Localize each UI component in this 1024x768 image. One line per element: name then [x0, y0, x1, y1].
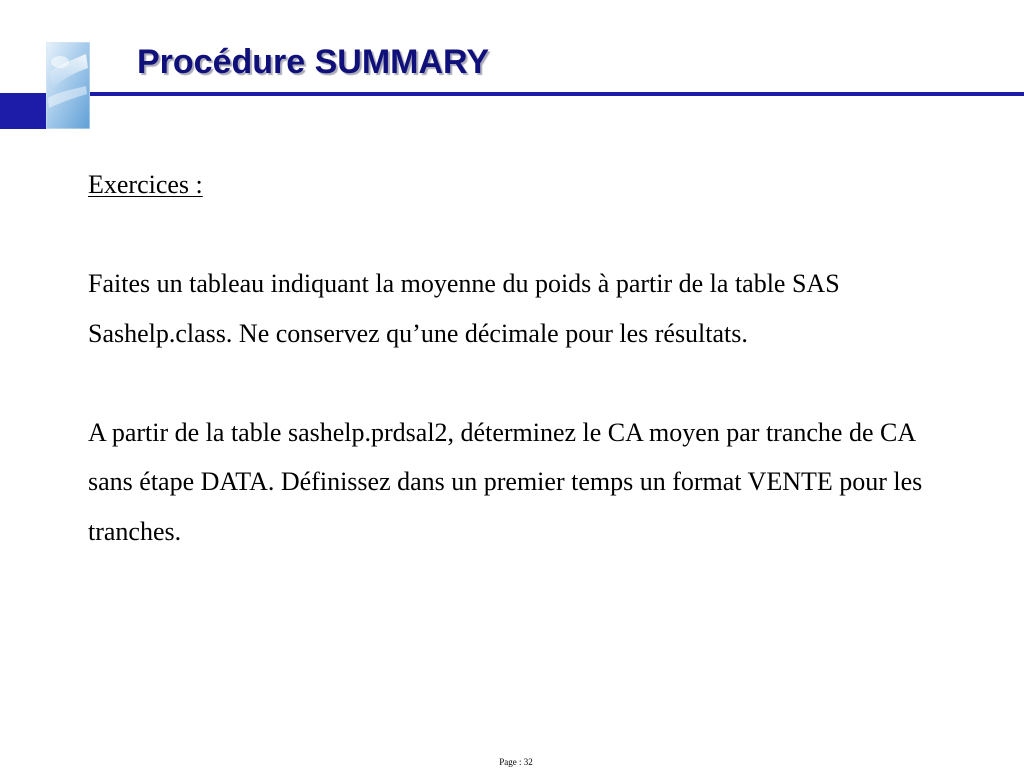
slide-title: Procédure SUMMARY [137, 43, 490, 81]
exercise-paragraph-2: A partir de la table sashelp.prdsal2, déterminez le CA moyen par tranche de CA sans étape DATA. Définissez dans un premier temps un format VENTE pour les tranches. [88, 417, 923, 546]
header-accent-block [0, 93, 46, 129]
spacer [88, 358, 948, 408]
exercise-paragraph-1: Faites un tableau indiquant la moyenne du poids à partir de la table SAS Sashelp.class. Ne conservez qu’une décimale pour les résultats. [88, 269, 840, 348]
exercises-heading: Exercices : [88, 170, 203, 199]
page-number: Page : 32 [499, 757, 533, 767]
header-decorative-image-icon [46, 42, 90, 129]
header-rule [90, 92, 1024, 96]
slide-body [88, 160, 948, 556]
spacer [88, 210, 948, 260]
